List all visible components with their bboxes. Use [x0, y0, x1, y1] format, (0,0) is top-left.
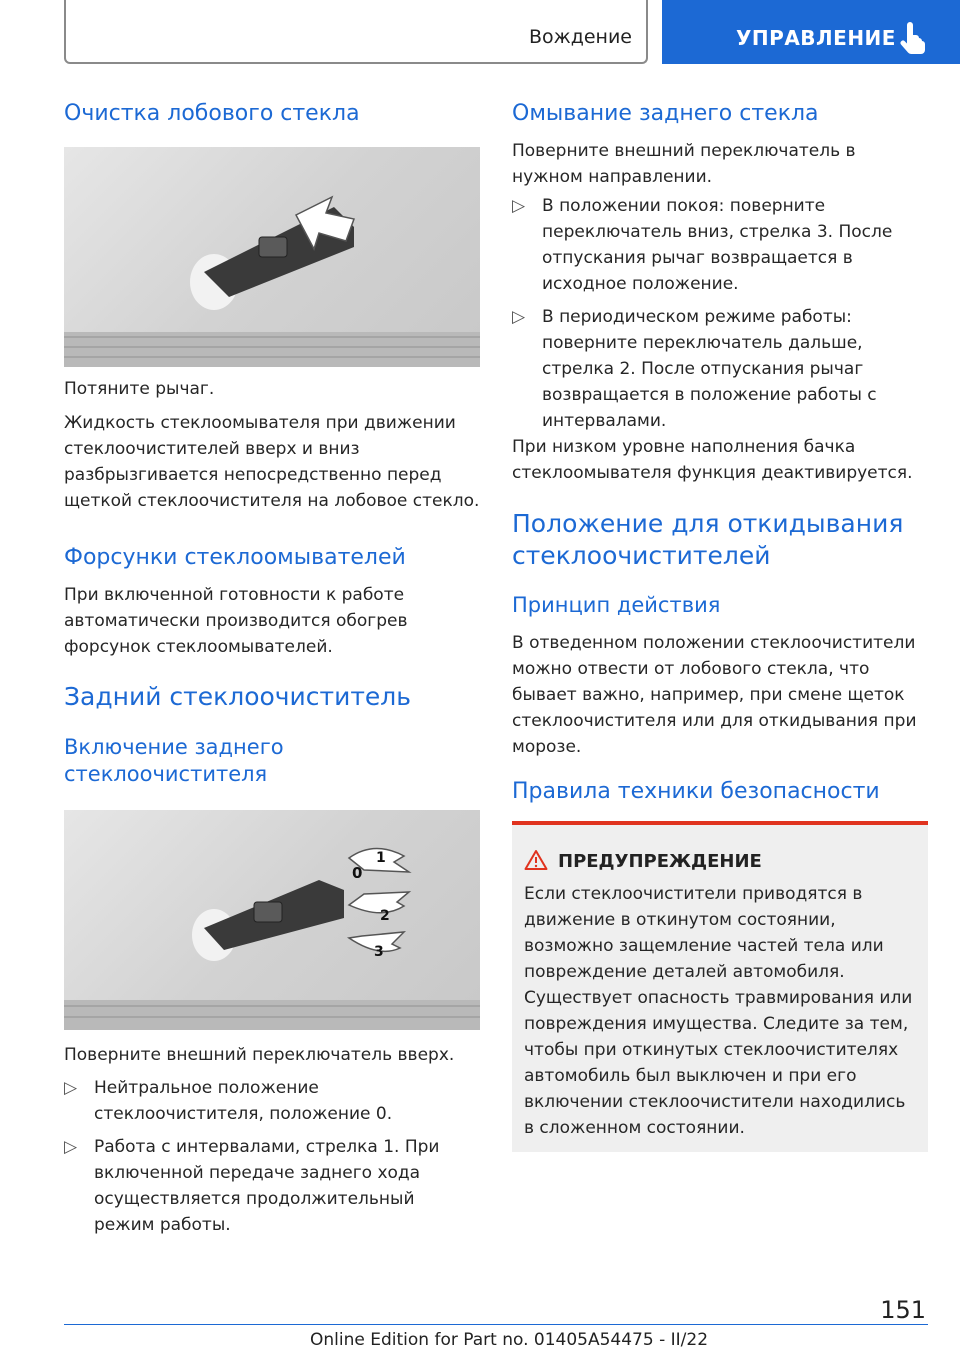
section-heading-rear-wiper: Задний стеклоочиститель — [64, 682, 412, 711]
header-chapter-tab — [662, 0, 960, 64]
list-item-text: Работа с интервалами, стрелка 1. При включенной передаче заднего хода осуществляется продолжительный режим работы. — [94, 1137, 440, 1235]
subheading-safety-rules: Правила техники безопасности — [512, 779, 880, 804]
paragraph-fold-position: В отведенном положении стеклоочистители можно отвести от лобового стекла, что бывает важно, например, при смене щеток стеклоочистителя или для откидывания при морозе. — [512, 633, 917, 757]
triangle-bullet-icon: ▷ — [64, 1078, 78, 1098]
paragraph-turn-switch-up: Поверните внешний переключатель вверх. — [64, 1045, 455, 1065]
figure-label-2: 2 — [380, 908, 390, 924]
triangle-bullet-icon: ▷ — [512, 307, 526, 327]
header-section-tab — [64, 0, 648, 64]
figure-label-0: 0 — [352, 864, 363, 882]
list-item — [512, 193, 928, 297]
page-number: 151 — [880, 1296, 926, 1324]
list-item-text: В положении покоя: поверните переключатель вниз, стрелка 3. После отпускания рычаг возвращается в исходное положение. — [542, 196, 893, 294]
paragraph-low-fluid: При низком уровне наполнения бачка стеклоомывателя функция деактивируется. — [512, 437, 913, 483]
warning-text: Если стеклоочистители приводятся в движение в откинутом состоянии, возможно защемление частей тела или повреждение деталей автомобиля. Существует опасность травмирования или повреждения имущества. Следите за тем, чтобы при откинутых стеклоочистителях автомобиль был выключен и при его включении стеклоочистители находились в сложенном состоянии. — [524, 884, 913, 1138]
paragraph-turn-switch: Поверните внешний переключатель в нужном направлении. — [512, 141, 856, 187]
figure-label-3: 3 — [374, 944, 384, 960]
list-item — [64, 1075, 480, 1127]
section-heading-wiper-fold-position: Положение для откидывания стеклоочистителей — [512, 509, 904, 570]
section-heading-rear-window-washing: Омывание заднего стекла — [512, 101, 819, 126]
rear-wiper-switch-image — [64, 810, 480, 1030]
header-section-label: Вождение — [528, 26, 632, 48]
pointing-hand-icon — [898, 22, 928, 54]
header-chapter-label: УПРАВЛЕНИЕ — [736, 26, 896, 50]
warning-title: ПРЕДУПРЕЖДЕНИЕ — [558, 851, 762, 872]
warning-triangle-icon — [524, 849, 548, 871]
section-heading-windshield-cleaning: Очистка лобового стекла — [64, 101, 360, 126]
paragraph-nozzle-heating: При включенной готовности к работе автоматически производится обогрев форсунок стеклоомывателей. — [64, 585, 408, 657]
list-item — [512, 304, 928, 431]
subheading-operating-principle: Принцип действия — [512, 593, 721, 617]
triangle-bullet-icon: ▷ — [512, 196, 526, 216]
paragraph-washer-fluid: Жидкость стеклоомывателя при движении стеклоочистителей вверх и вниз разбрызгивается непосредственно перед щеткой стеклоочистителя на лобовое стекло. — [64, 413, 480, 511]
lever-pull-image — [64, 147, 480, 367]
section-heading-washer-nozzles: Форсунки стеклоомывателей — [64, 545, 406, 570]
subheading-rear-wiper-on: Включение заднего стеклоочистителя — [64, 735, 284, 787]
list-item — [64, 1134, 480, 1238]
triangle-bullet-icon: ▷ — [64, 1137, 78, 1157]
paragraph-pull-lever: Потяните рычаг. — [64, 379, 215, 399]
footer-divider — [64, 1324, 928, 1325]
footer-edition: Online Edition for Part no. 01405A54475 - II/22 — [310, 1330, 709, 1350]
list-item-text: Нейтральное положение стеклоочистителя, положение 0. — [94, 1078, 393, 1124]
list-item-text: В периодическом режиме работы: поверните переключатель дальше, стрелка 2. После отпускания рычаг возвращается в положение работы с интервалами. — [542, 307, 877, 431]
warning-box — [512, 821, 928, 1152]
figure-label-1: 1 — [376, 850, 386, 866]
